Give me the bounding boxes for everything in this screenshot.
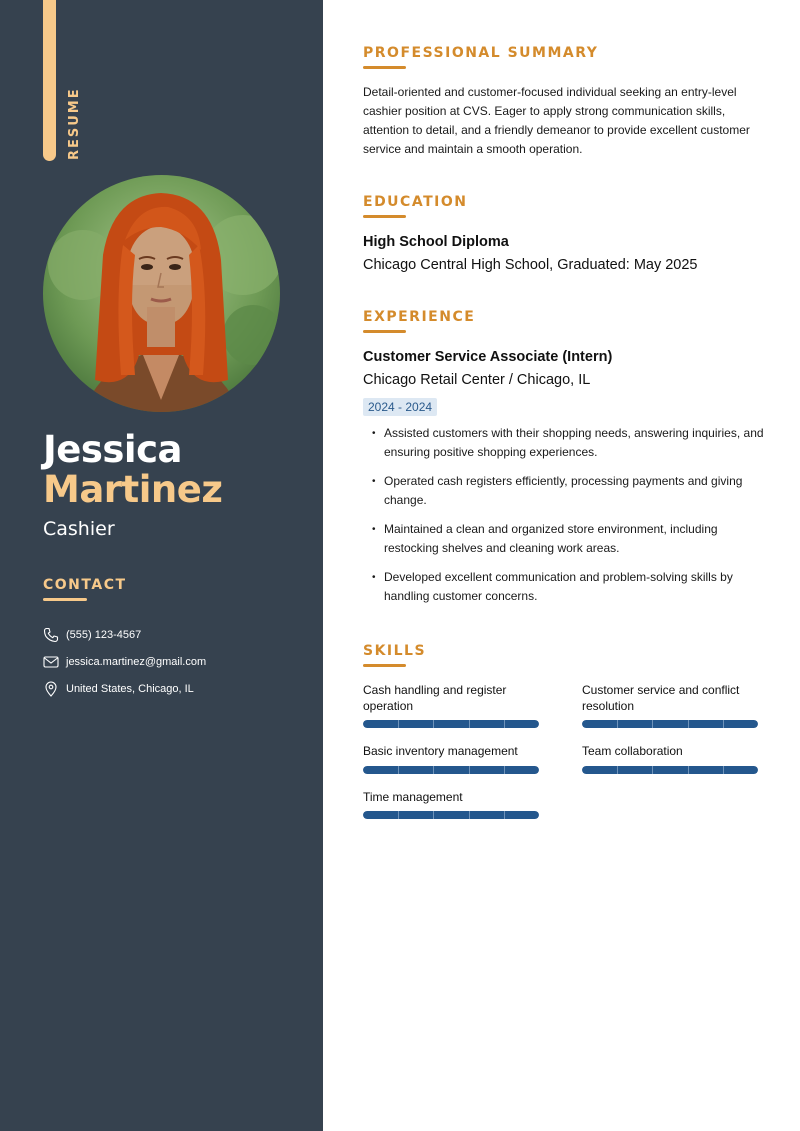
- education-school: Chicago Central High School, Graduated: May 2025: [363, 257, 698, 273]
- skill-bar-divider: [504, 720, 505, 728]
- experience-company: Chicago Retail Center / Chicago, IL: [363, 372, 591, 388]
- skill-bar-divider: [652, 720, 653, 728]
- accent-bar: [43, 0, 56, 161]
- contact-location: [43, 681, 194, 697]
- skill-bar-divider: [433, 720, 434, 728]
- contact-email: [43, 654, 206, 670]
- skill-item: [363, 743, 541, 759]
- skill-bar-divider: [433, 766, 434, 774]
- skill-bar-fill: [363, 811, 539, 819]
- skill-bar-divider: [617, 720, 618, 728]
- list-item: • Maintained a clean and organized store environment, including restocking shelves and cleaning work areas.: [372, 520, 772, 558]
- skill-bar: [363, 720, 539, 728]
- skill-label: Cash handling and register operation: [363, 683, 507, 713]
- skill-item: [363, 789, 541, 805]
- location-text: United States, Chicago, IL: [66, 683, 194, 695]
- summary-text: Detail-oriented and customer-focused individual seeking an entry-level cashier position at CVS. Eager to apply strong communication skills, attention to detail, and a friendly demeanor to provide excellent customer service and maintain a smooth operation.: [363, 85, 750, 156]
- skill-bar-divider: [504, 811, 505, 819]
- first-name: Jessica: [43, 428, 182, 471]
- skill-bar: [582, 766, 758, 774]
- experience-heading: EXPERIENCE: [363, 309, 476, 325]
- skill-bar-divider: [723, 766, 724, 774]
- education-degree: High School Diploma: [363, 234, 509, 250]
- education-heading: EDUCATION: [363, 194, 468, 210]
- skill-bar-divider: [504, 766, 505, 774]
- location-pin-icon: [43, 681, 59, 697]
- skills-underline: [363, 664, 406, 667]
- skill-item: [582, 682, 760, 714]
- skill-label: Basic inventory management: [363, 744, 518, 758]
- profile-photo: [43, 175, 280, 412]
- experience-bullets: [372, 424, 772, 616]
- contact-phone: [43, 627, 141, 643]
- skill-bar-divider: [433, 811, 434, 819]
- skill-bar: [363, 766, 539, 774]
- skill-bar-divider: [723, 720, 724, 728]
- skill-bar-fill: [582, 766, 758, 774]
- skill-bar-divider: [617, 766, 618, 774]
- skill-bar-divider: [469, 720, 470, 728]
- skill-item: [363, 682, 541, 714]
- skill-bar-divider: [398, 811, 399, 819]
- skill-item: [582, 743, 760, 759]
- last-name: Martinez: [43, 468, 223, 511]
- skills-heading: SKILLS: [363, 643, 427, 659]
- skill-bar: [363, 811, 539, 819]
- contact-underline: [43, 598, 87, 601]
- skill-label: Team collaboration: [582, 744, 683, 758]
- contact-heading: CONTACT: [43, 577, 127, 593]
- list-item: • Developed excellent communication and problem-solving skills by handling customer concerns.: [372, 568, 772, 606]
- experience-dates-badge: 2024 - 2024: [363, 398, 437, 416]
- skill-bar-divider: [398, 720, 399, 728]
- skill-bar: [582, 720, 758, 728]
- skill-bar-fill: [582, 720, 758, 728]
- experience-underline: [363, 330, 406, 333]
- skill-bar-divider: [398, 766, 399, 774]
- skill-label: Time management: [363, 790, 463, 804]
- mail-icon: [43, 654, 59, 670]
- skill-bar-fill: [363, 720, 539, 728]
- skill-bar-divider: [688, 766, 689, 774]
- resume-label: RESUME: [67, 87, 82, 160]
- experience-title: Customer Service Associate (Intern): [363, 349, 613, 365]
- skill-label: Customer service and conflict resolution: [582, 683, 740, 713]
- list-item: • Assisted customers with their shopping needs, answering inquiries, and ensuring positive shopping experiences.: [372, 424, 772, 462]
- skill-bar-divider: [469, 766, 470, 774]
- phone-icon: [43, 627, 59, 643]
- skill-bar-divider: [652, 766, 653, 774]
- sidebar: [0, 0, 323, 1131]
- job-title: Cashier: [43, 518, 115, 540]
- list-item: • Operated cash registers efficiently, processing payments and giving change.: [372, 472, 772, 510]
- summary-underline: [363, 66, 406, 69]
- summary-heading: PROFESSIONAL SUMMARY: [363, 45, 599, 61]
- skill-bar-fill: [363, 766, 539, 774]
- phone-text: (555) 123-4567: [66, 629, 142, 641]
- email-text: jessica.martinez@gmail.com: [66, 656, 207, 668]
- education-underline: [363, 215, 406, 218]
- skill-bar-divider: [688, 720, 689, 728]
- skill-bar-divider: [469, 811, 470, 819]
